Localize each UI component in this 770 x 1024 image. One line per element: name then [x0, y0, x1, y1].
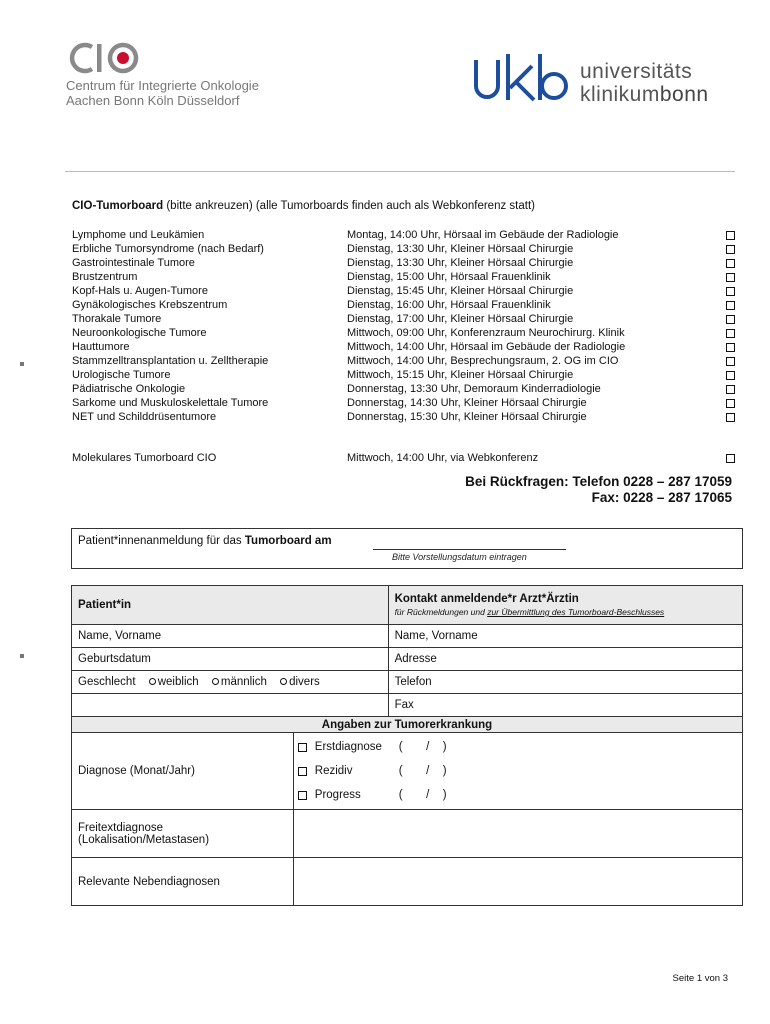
- free-text-label-2: (Lokalisation/Metastasen): [78, 833, 210, 846]
- board-schedule: Mittwoch, 14:00 Uhr, Besprechungsraum, 2. OG im CIO: [347, 355, 619, 367]
- presentation-date-field[interactable]: [373, 549, 566, 550]
- diagnosis-label: Diagnose (Monat/Jahr): [72, 733, 294, 810]
- board-name: Gastrointestinale Tumore: [72, 257, 195, 269]
- sex-option-male[interactable]: [212, 676, 267, 688]
- sex-option-label: weiblich: [157, 676, 199, 688]
- diagnosis-option-label: Erstdiagnose: [314, 741, 382, 753]
- board-checkbox[interactable]: [726, 329, 735, 338]
- board-schedule: Dienstag, 17:00 Uhr, Kleiner Hörsaal Chirurgie: [347, 313, 574, 325]
- board-checkbox[interactable]: [726, 371, 735, 380]
- tumorboard-title: [72, 200, 535, 212]
- ukb-line-2b: bonn: [659, 83, 709, 106]
- board-schedule: Dienstag, 13:30 Uhr, Kleiner Hörsaal Chirurgie: [347, 257, 574, 269]
- contact-header: Kontakt anmeldende*r Arzt*Ärztin: [394, 593, 579, 605]
- contact-sub-pre: für Rückmeldungen und: [394, 607, 488, 617]
- ukb-line-1: universitäts: [580, 60, 693, 83]
- registration-label-bold: Tumorboard am: [244, 535, 332, 547]
- presentation-date-hint: Bitte Vorstellungsdatum eintragen: [392, 552, 527, 562]
- tumorboard-row: [72, 284, 737, 298]
- board-name: Lymphome und Leukämien: [72, 229, 205, 241]
- tumorboard-row: [72, 340, 737, 354]
- contact-subheader: [395, 607, 736, 617]
- contact-header-cell: [388, 586, 742, 625]
- ukb-line-2a: klinikum: [580, 83, 660, 106]
- comorbidities-field[interactable]: [293, 858, 742, 906]
- registration-form-table: [71, 585, 743, 906]
- phone-field[interactable]: Telefon: [388, 671, 742, 694]
- tumorboard-row: [72, 312, 737, 326]
- board-schedule: Mittwoch, 09:00 Uhr, Konferenzraum Neurochirurg. Klinik: [347, 327, 625, 339]
- tumorboard-row: [72, 326, 737, 340]
- board-name: Gynäkologisches Krebszentrum: [72, 299, 228, 311]
- board-name: Stammzelltransplantation u. Zelltherapie: [72, 355, 269, 367]
- board-name: Urologische Tumore: [72, 369, 171, 381]
- board-name: Neuroonkologische Tumore: [72, 327, 207, 339]
- date-slash: /: [426, 789, 430, 801]
- contact-sub-link: zur Übermittlung des Tumorboard-Beschlusses: [487, 607, 665, 617]
- sex-option-female[interactable]: [149, 676, 199, 688]
- board-schedule: Donnerstag, 15:30 Uhr, Kleiner Hörsaal Chirurgie: [347, 411, 587, 423]
- board-checkbox[interactable]: [726, 385, 735, 394]
- date-open: (: [398, 765, 403, 777]
- date-close: ): [442, 741, 447, 753]
- sex-option-label: divers: [289, 676, 320, 688]
- address-field[interactable]: Adresse: [388, 648, 742, 671]
- checkbox-icon[interactable]: [298, 767, 307, 776]
- fax-field[interactable]: Fax: [388, 694, 742, 717]
- board-checkbox[interactable]: [726, 301, 735, 310]
- board-checkbox[interactable]: [726, 315, 735, 324]
- date-open: (: [398, 789, 403, 801]
- board-name: Molekulares Tumorboard CIO: [72, 452, 217, 464]
- board-name: Sarkome und Muskuloskelettale Tumore: [72, 397, 269, 409]
- cio-org-name: [66, 78, 259, 108]
- board-checkbox[interactable]: [726, 231, 735, 240]
- tumorboard-row: [72, 298, 737, 312]
- registration-label-text: Patient*innenanmeldung für das: [78, 535, 245, 547]
- cio-cities: Aachen Bonn Köln Düsseldorf: [66, 93, 240, 108]
- tumorboard-row: [72, 354, 737, 368]
- board-name: Hauttumore: [72, 341, 130, 353]
- board-schedule: Mittwoch, 14:00 Uhr, Hörsaal im Gebäude der Radiologie: [347, 341, 626, 353]
- board-checkbox[interactable]: [726, 287, 735, 296]
- board-checkbox[interactable]: [726, 273, 735, 282]
- birth-date-field[interactable]: Geburtsdatum: [72, 648, 389, 671]
- board-name: Kopf-Hals u. Augen-Tumore: [72, 285, 208, 297]
- ukb-line-2: [580, 83, 709, 106]
- date-slash: /: [426, 741, 430, 753]
- tumorboard-title-bold: CIO-Tumorboard: [72, 200, 164, 212]
- tumorboard-row: [72, 382, 737, 396]
- empty-cell: [72, 694, 389, 717]
- board-name: Erbliche Tumorsyndrome (nach Bedarf): [72, 243, 264, 255]
- diagnosis-options: [293, 733, 742, 810]
- diagnosis-option-relapse[interactable]: [296, 759, 742, 783]
- board-schedule: Dienstag, 15:00 Uhr, Hörsaal Frauenklinik: [347, 271, 551, 283]
- margin-mark: [20, 362, 24, 366]
- board-schedule: Dienstag, 16:00 Uhr, Hörsaal Frauenklinik: [347, 299, 551, 311]
- date-close: ): [442, 789, 447, 801]
- free-text-label-1: Freitextdiagnose: [78, 821, 164, 834]
- registration-label: [78, 535, 332, 547]
- tumorboard-row: [72, 270, 737, 284]
- board-schedule: Dienstag, 13:30 Uhr, Kleiner Hörsaal Chirurgie: [347, 243, 574, 255]
- molecular-board-row: [72, 451, 737, 465]
- patient-header: Patient*in: [72, 586, 389, 625]
- board-schedule: Dienstag, 15:45 Uhr, Kleiner Hörsaal Chirurgie: [347, 285, 574, 297]
- tumorboard-row: [72, 228, 737, 242]
- tumorboard-title-rest: (bitte ankreuzen) (alle Tumorboards finden auch als Webkonferenz statt): [163, 200, 535, 212]
- board-name: NET und Schilddrüsentumore: [72, 411, 217, 423]
- board-schedule: Mittwoch, 15:15 Uhr, Kleiner Hörsaal Chirurgie: [347, 369, 574, 381]
- radio-icon[interactable]: [280, 678, 287, 685]
- ukb-logo: [472, 52, 574, 117]
- patient-name-field[interactable]: Name, Vorname: [72, 625, 389, 648]
- sex-label: Geschlecht: [78, 676, 136, 688]
- cio-logo: [66, 41, 146, 80]
- checkbox-icon[interactable]: [298, 743, 307, 752]
- disease-section-header: Angaben zur Tumorerkrankung: [72, 717, 743, 733]
- board-checkbox[interactable]: [726, 454, 735, 463]
- radio-icon[interactable]: [149, 678, 156, 685]
- board-name: Thorakale Tumore: [72, 313, 162, 325]
- board-schedule: Montag, 14:00 Uhr, Hörsaal im Gebäude der Radiologie: [347, 229, 619, 241]
- tumorboard-row: [72, 368, 737, 382]
- date-slash: /: [426, 765, 430, 777]
- registration-date-box: [71, 528, 743, 569]
- board-checkbox[interactable]: [726, 343, 735, 352]
- contact-info: [465, 474, 732, 506]
- tumorboard-list: [72, 228, 737, 424]
- checkbox-icon[interactable]: [298, 791, 307, 800]
- board-checkbox[interactable]: [726, 259, 735, 268]
- date-open: (: [398, 741, 403, 753]
- tumorboard-row: [72, 256, 737, 270]
- margin-mark: [20, 654, 24, 658]
- board-name: Pädiatrische Onkologie: [72, 383, 186, 395]
- free-text-field[interactable]: [293, 810, 742, 858]
- page-number: Seite 1 von 3: [672, 973, 728, 984]
- diagnosis-option-label: Rezidiv: [314, 765, 353, 777]
- diagnosis-option-progress[interactable]: [296, 783, 742, 807]
- radio-icon[interactable]: [212, 678, 219, 685]
- sex-option-diverse[interactable]: [280, 676, 320, 688]
- tumorboard-row: [72, 410, 737, 424]
- doctor-name-field[interactable]: Name, Vorname: [388, 625, 742, 648]
- board-checkbox[interactable]: [726, 245, 735, 254]
- ukb-wordmark: [580, 60, 709, 106]
- sex-field: [72, 671, 389, 694]
- contact-phone: Bei Rückfragen: Telefon 0228 – 287 17059: [465, 474, 732, 489]
- board-name: Brustzentrum: [72, 271, 138, 283]
- diagnosis-option-first[interactable]: [296, 735, 742, 759]
- board-checkbox[interactable]: [726, 399, 735, 408]
- comorbidities-label: Relevante Nebendiagnosen: [72, 858, 294, 906]
- diagnosis-option-label: Progress: [314, 789, 361, 801]
- cio-name: Centrum für Integrierte Onkologie: [66, 78, 259, 93]
- date-close: ): [442, 765, 447, 777]
- board-schedule: Donnerstag, 13:30 Uhr, Demoraum Kinderradiologie: [347, 383, 601, 395]
- board-schedule: Donnerstag, 14:30 Uhr, Kleiner Hörsaal Chirurgie: [347, 397, 587, 409]
- header-divider: [65, 171, 735, 172]
- sex-option-label: männlich: [220, 676, 267, 688]
- tumorboard-row: [72, 242, 737, 256]
- board-schedule: Mittwoch, 14:00 Uhr, via Webkonferenz: [347, 452, 539, 464]
- board-checkbox[interactable]: [726, 413, 735, 422]
- tumorboard-row: [72, 396, 737, 410]
- free-text-label: [72, 810, 294, 858]
- board-checkbox[interactable]: [726, 357, 735, 366]
- contact-fax: Fax: 0228 – 287 17065: [591, 490, 732, 505]
